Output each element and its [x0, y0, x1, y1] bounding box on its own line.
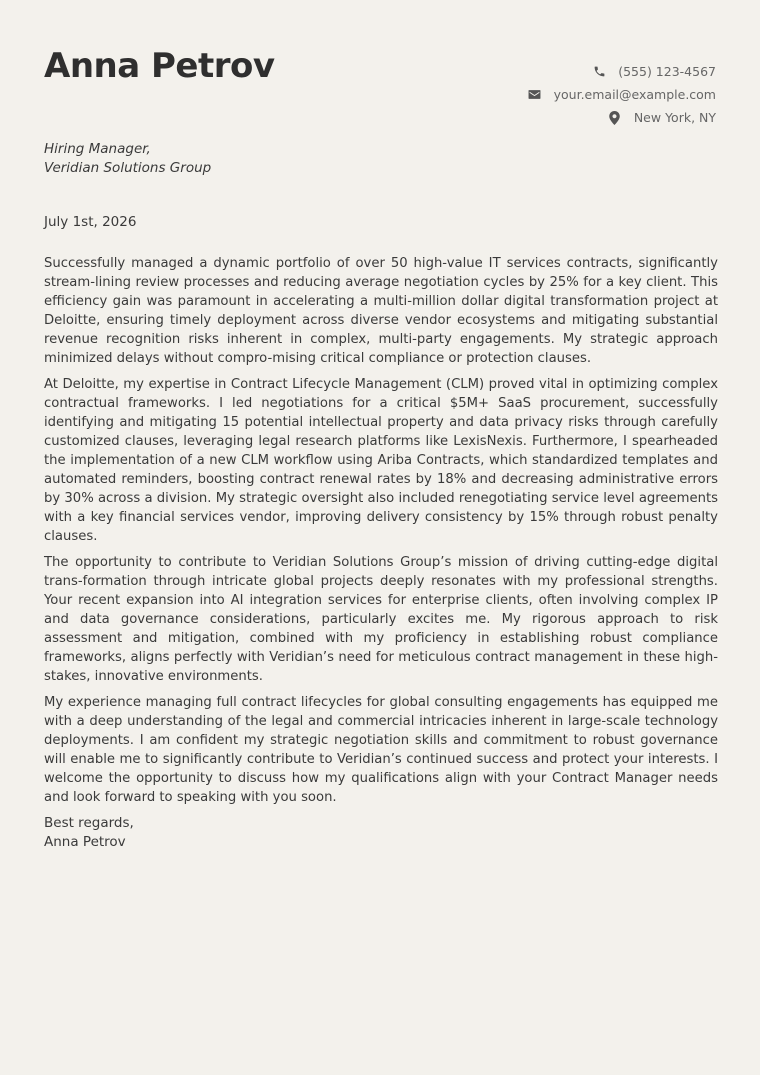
phone-text[interactable]: (555) 123-4567	[618, 63, 716, 79]
body-paragraph: Successfully managed a dynamic portfolio of over 50 high-value IT services contracts, significantly stream-lining review processes and reducing average negotiation cycles by 25% for a key client. This efficiency gain was paramount in accelerating a multi-million dollar digital transformation project at Deloitte, ensuring timely deployment across diverse vendor ecosystems and mitigating substantial revenue recognition risks inherent in complex, multi-party engagements. My strategic approach minimized delays without compro-mising critical compliance or protection clauses.	[44, 256, 718, 366]
closing-salutation: Best regards,	[44, 815, 134, 831]
body-paragraph: The opportunity to contribute to Veridian Solutions Group’s mission of driving cutting-edge digital trans-formation through intricate global projects deeply resonates with my professional strengths. Your recent expansion into AI integration services for enterprise clients, often involving complex IP and data governance considerations, particularly excites me. My rigorous approach to risk assessment and mitigation, combined with my proficiency in establishing robust compliance frameworks, aligns perfectly with Veridian’s need for meticulous contract management in these high-stakes, innovative environments.	[44, 555, 718, 684]
recipient-block	[44, 140, 211, 178]
letter-date: July 1st, 2026	[44, 214, 137, 230]
closing-signature: Anna Petrov	[44, 834, 126, 850]
envelope-icon	[528, 88, 542, 102]
recipient-title: Hiring Manager,	[44, 141, 151, 157]
closing-block	[44, 814, 718, 852]
recipient-company: Veridian Solutions Group	[44, 160, 212, 176]
map-pin-icon	[608, 111, 622, 125]
contact-block	[528, 60, 716, 130]
phone-icon	[592, 65, 606, 79]
cover-letter-page	[44, 0, 718, 850]
body-paragraph: At Deloitte, my expertise in Contract Lifecycle Management (CLM) proved vital in optimizing complex contractual frameworks. I led negotiations for a critical $5M+ SaaS procurement, successfully identifying and mitigating 15 potential intellectual property and data privacy risks through carefully customized clauses, leveraging legal research platforms like LexisNexis. Furthermore, I spearheaded the implementation of a new CLM workflow using Ariba Contracts, which standardized templates and automated reminders, boosting contract renewal rates by 18% and decreasing administrative errors by 30% across a division. My strategic oversight also included renegotiating service level agreements with a key financial services vendor, improving delivery consistency by 15% through robust penalty clauses.	[44, 377, 718, 544]
contact-email	[528, 83, 716, 106]
contact-phone	[528, 60, 716, 83]
body-paragraph: My experience managing full contract lifecycles for global consulting engagements has equipped me with a deep understanding of the legal and commercial intricacies inherent in large-scale technology deployments. I am confident my strategic negotiation skills and commitment to robust governance will enable me to significantly contribute to Veridian’s continued success and protect your interests. I welcome the opportunity to discuss how my qualifications align with your Contract Manager needs and look forward to speaking with you soon.	[44, 695, 718, 805]
location-text: New York, NY	[633, 110, 716, 126]
letter-header	[44, 0, 718, 135]
letter-body	[44, 254, 718, 852]
applicant-name: Anna Petrov	[44, 46, 275, 86]
email-text[interactable]: your.email@example.com	[553, 86, 716, 102]
contact-location	[528, 107, 716, 130]
